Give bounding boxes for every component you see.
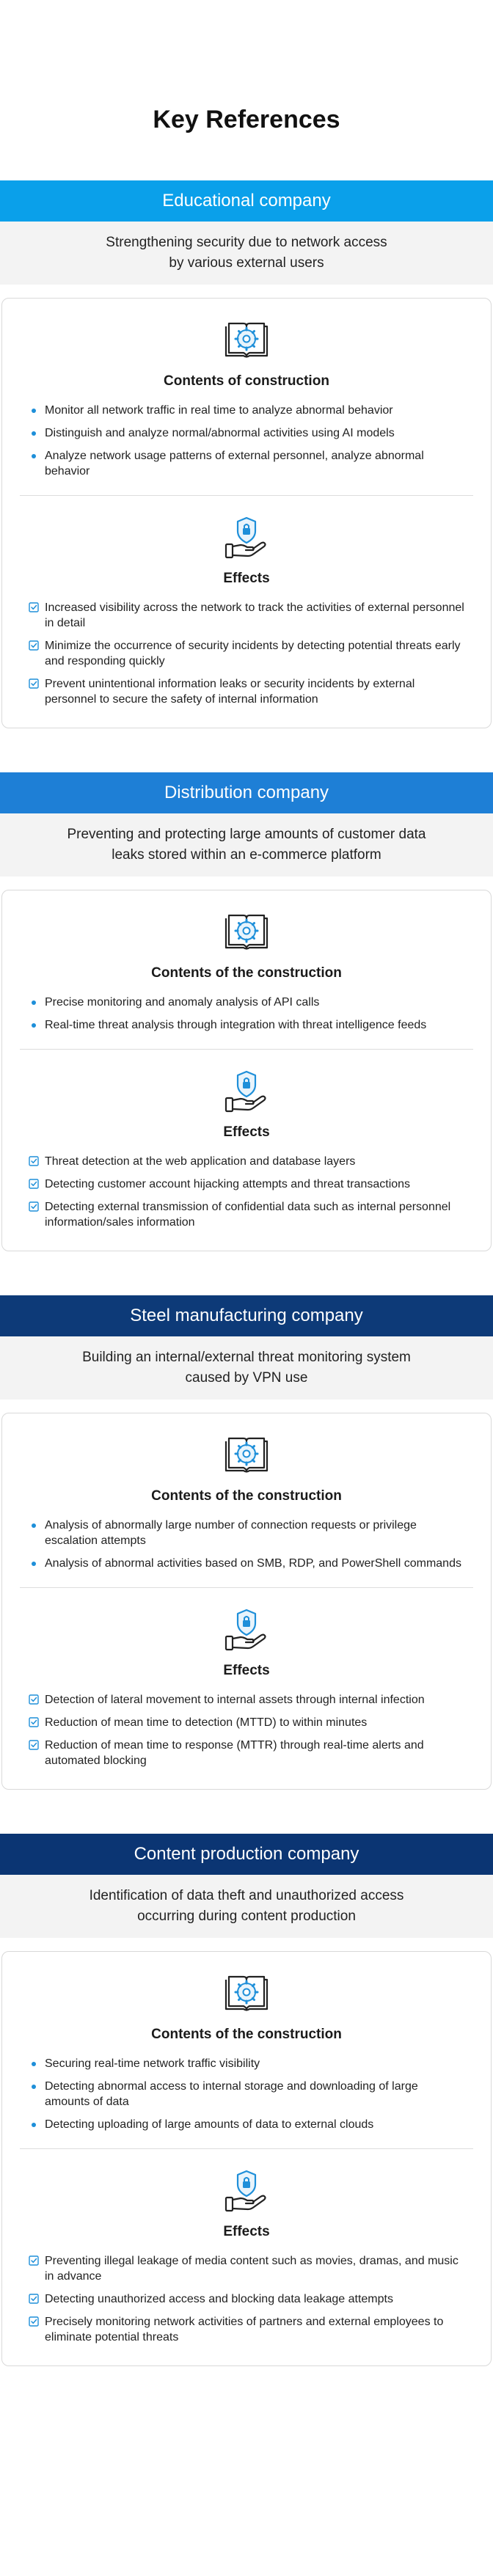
checkbox-icon — [29, 2316, 39, 2327]
effects-item-text: Prevent unintentional information leaks or security incidents by external personnel to secure the safety of internal information — [45, 678, 415, 706]
construction-item: Analyze network usage patterns of external personnel, analyze abnormal behavior — [29, 448, 464, 479]
divider — [20, 495, 473, 496]
checkbox-icon — [29, 1694, 39, 1705]
effects-list — [29, 1154, 464, 1230]
effects-item — [29, 1199, 464, 1230]
hand-shield-icon — [29, 1607, 464, 1654]
checkbox-icon — [29, 2255, 39, 2266]
section-summary: Building an internal/external threat monitoring system caused by VPN use — [0, 1336, 493, 1399]
section-summary: Strengthening security due to network access by various external users — [0, 222, 493, 285]
construction-title: Contents of the construction — [151, 965, 342, 981]
effects-item — [29, 1692, 464, 1708]
checkbox-icon — [29, 1740, 39, 1750]
effects-item-text: Threat detection at the web application and database layers — [45, 1155, 356, 1168]
effects-item — [29, 1154, 464, 1169]
effects-title: Effects — [223, 2224, 270, 2239]
reference-card — [1, 298, 492, 728]
effects-list — [29, 2253, 464, 2345]
book-gear-icon — [29, 318, 464, 365]
effects-item-text: Detection of lateral movement to internal assets through internal infection — [45, 1694, 425, 1706]
section-summary: Identification of data theft and unauthorized access occurring during content production — [0, 1875, 493, 1938]
effects-item — [29, 1715, 464, 1730]
construction-item: Monitor all network traffic in real time to analyze abnormal behavior — [29, 403, 464, 418]
effects-item-text: Preventing illegal leakage of media content such as movies, dramas, and music in advance — [45, 2255, 459, 2283]
section-header: Steel manufacturing company — [0, 1295, 493, 1336]
effects-item — [29, 1177, 464, 1192]
effects-list — [29, 600, 464, 707]
effects-item-text: Reduction of mean time to detection (MTTD) to within minutes — [45, 1716, 368, 1729]
section-summary: Preventing and protecting large amounts of customer data leaks stored within an e-commerce platform — [0, 813, 493, 877]
construction-item: Securing real-time network traffic visibility — [29, 2056, 464, 2071]
effects-title: Effects — [223, 1124, 270, 1140]
checkbox-icon — [29, 678, 39, 689]
section-header: Content production company — [0, 1834, 493, 1875]
construction-item: Detecting abnormal access to internal storage and downloading of large amounts of data — [29, 2079, 464, 2110]
construction-item: Analysis of abnormal activities based on SMB, RDP, and PowerShell commands — [29, 1556, 464, 1571]
construction-item: Detecting uploading of large amounts of data to external clouds — [29, 2117, 464, 2132]
checkbox-icon — [29, 1156, 39, 1166]
book-gear-icon — [29, 1971, 464, 2018]
reference-list — [0, 180, 493, 2366]
page-title: Key References — [153, 106, 340, 133]
construction-title: Contents of the construction — [151, 2027, 342, 2042]
checkbox-icon — [29, 2294, 39, 2304]
checkbox-icon — [29, 1717, 39, 1727]
effects-item — [29, 600, 464, 631]
construction-block — [2, 910, 491, 1033]
effects-title: Effects — [223, 1663, 270, 1678]
divider — [20, 1049, 473, 1050]
construction-block — [2, 318, 491, 479]
construction-block — [2, 1432, 491, 1571]
reference-card — [1, 890, 492, 1251]
construction-item: Distinguish and analyze normal/abnormal activities using AI models — [29, 425, 464, 441]
book-gear-icon — [29, 910, 464, 956]
effects-item-text: Detecting customer account hijacking attempts and threat transactions — [45, 1178, 411, 1190]
effects-item — [29, 638, 464, 669]
construction-list — [29, 1518, 464, 1571]
effects-block — [2, 2168, 491, 2345]
construction-list — [29, 995, 464, 1033]
effects-item-text: Precisely monitoring network activities of partners and external employees to eliminate potential threats — [45, 2316, 444, 2343]
checkbox-icon — [29, 602, 39, 612]
reference-section — [0, 1295, 493, 1790]
checkbox-icon — [29, 640, 39, 651]
section-header: Educational company — [0, 180, 493, 222]
effects-title: Effects — [223, 571, 270, 586]
book-gear-icon — [29, 1432, 464, 1479]
construction-item: Analysis of abnormally large number of connection requests or privilege escalation attempts — [29, 1518, 464, 1548]
reference-card — [1, 1413, 492, 1790]
effects-item — [29, 1738, 464, 1768]
reference-card — [1, 1951, 492, 2366]
effects-item-text: Detecting external transmission of confidential data such as internal personnel information/sales information — [45, 1201, 451, 1229]
construction-list — [29, 2056, 464, 2132]
divider — [20, 2148, 473, 2149]
reference-section — [0, 1834, 493, 2366]
divider — [20, 1587, 473, 1588]
checkbox-icon — [29, 1179, 39, 1189]
construction-block — [2, 1971, 491, 2132]
effects-item — [29, 676, 464, 707]
checkbox-icon — [29, 1201, 39, 1212]
construction-title: Contents of construction — [164, 373, 329, 389]
effects-item-text: Minimize the occurrence of security incidents by detecting potential threats early and responding quickly — [45, 640, 461, 667]
construction-item: Real-time threat analysis through integration with threat intelligence feeds — [29, 1017, 464, 1033]
reference-section — [0, 180, 493, 728]
hand-shield-icon — [29, 1069, 464, 1116]
effects-item — [29, 2253, 464, 2284]
effects-block — [2, 1069, 491, 1230]
construction-item: Precise monitoring and anomaly analysis of API calls — [29, 995, 464, 1010]
construction-title: Contents of the construction — [151, 1488, 342, 1504]
construction-list — [29, 403, 464, 479]
effects-item — [29, 2314, 464, 2345]
hand-shield-icon — [29, 515, 464, 562]
effects-item-text: Increased visibility across the network to track the activities of external personnel in detail — [45, 601, 464, 629]
effects-list — [29, 1692, 464, 1768]
effects-item-text: Detecting unauthorized access and blocking data leakage attempts — [45, 2293, 393, 2305]
section-header: Distribution company — [0, 772, 493, 813]
effects-block — [2, 1607, 491, 1768]
reference-section — [0, 772, 493, 1251]
effects-block — [2, 515, 491, 707]
effects-item-text: Reduction of mean time to response (MTTR) through real-time alerts and automated blocking — [45, 1739, 424, 1767]
effects-item — [29, 2291, 464, 2307]
hand-shield-icon — [29, 2168, 464, 2215]
